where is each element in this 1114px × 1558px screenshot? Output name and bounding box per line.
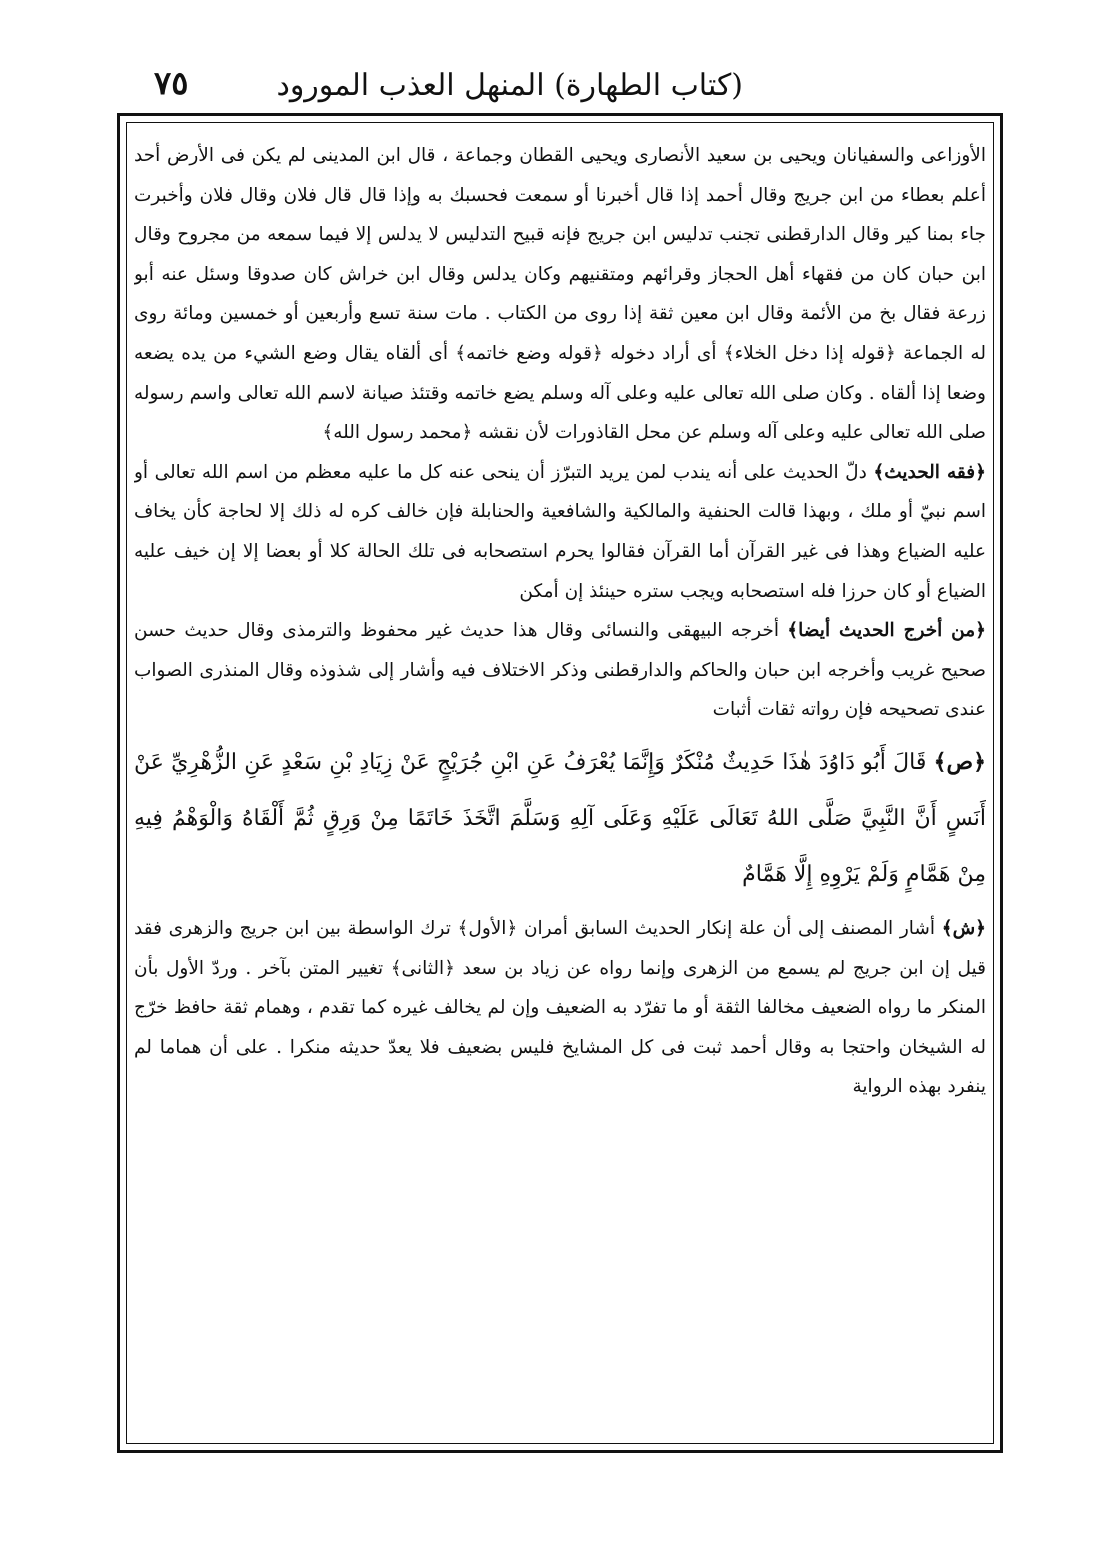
- section-marker: ﴿ص﴾: [933, 748, 986, 775]
- section-marker: ﴿من أخرج الحديث أيضا﴾: [787, 620, 986, 642]
- paragraph-text: دلّ الحديث على أنه يندب لمن يريد التبرّز أن ينحى عنه كل ما عليه معظم من اسم الله تعالى أو اسم نبيّ أو ملك ، وبهذا قالت الحنفية والمالكية والشافعية والحنابلة فإن خالف كره له ذلك إلا لحاجة كأن يخاف عليه الضياع وهذا فى غير القرآن أما القرآن فقالوا يحرم استصحابه فى تلك الحالة كلا أو بعضا إلا إن خيف عليه الضياع أو كان حرزا فله استصحابه ويجب ستره حينئذ إن أمكن: [134, 461, 986, 602]
- paragraph-fiqh-al-hadith: [134, 453, 986, 611]
- page-header: [118, 62, 1003, 112]
- page-number: ٧٥: [154, 64, 189, 102]
- paragraph-text: الأوزاعى والسفيانان ويحيى بن سعيد الأنصارى ويحيى القطان وجماعة ، قال ابن المدينى لم يكن فى الأرض أحد أعلم بعطاء من ابن جريج وقال أحمد إذا قال أخبرنا أو سمعت فحسبك به وإذا قال قال فلان وقال فلان وأخبرت جاء بمنا كير وقال الدارقطنى تجنب تدليس ابن جريج فإنه قبيح التدليس لا يدلس إلا فيما سمعه من مجروح وقال ابن حبان كان من فقهاء أهل الحجاز وقرائهم ومتقنيهم وكان يدلس وقال ابن خراش كان صدوقا وسئل عنه أبو زرعة فقال بخ من الأئمة وقال ابن معين ثقة إذا روى من الكتاب . مات سنة تسع وأربعين أو خمسين ومائة روى له الجماعة: [134, 145, 986, 364]
- hadith-text: [134, 734, 986, 903]
- paragraph-text: أشار المصنف إلى أن علة إنكار الحديث السابق أمران ﴿الأول﴾ ترك الواسطة بين ابن جريج والزهرى فقد قيل إن ابن جريج لم يسمع من الزهرى وإنما رواه عن زياد بن سعد ﴿الثانى﴾ تغيير المتن بآخر . وردّ الأول بأن المنكر ما رواه الضعيف مخالفا الثقة أو ما تفرّد به الضعيف وإن لم يخالف غيره كما تقدم ، وهمام ثقة حافظ خرّج له الشيخان واحتجا به وقال أحمد ثبت فى كل المشايخ فليس بضعيف فلا يعدّ حديثه منكرا . على أن هماما لم ينفرد بهذه الرواية: [134, 917, 986, 1098]
- running-title: (كتاب الطهارة) المنهل العذب المورود: [276, 68, 743, 103]
- paragraph-takhrij: [134, 611, 986, 730]
- paragraph-text: أخرجه البيهقى والنسائى وقال هذا حديث غير محفوظ والترمذى وقال حديث حسن صحيح غريب وأخرجه ابن حبان والحاكم والدارقطنى وذكر الاختلاف فيه وأشار إلى شذوذه وقال المنذرى الصواب عندى تصحيحه فإن رواته ثقات أثبات: [134, 620, 986, 721]
- body-text: [134, 136, 986, 1436]
- hadith-matn: قَالَ أَبُو دَاوُدَ هٰذَا حَدِيثٌ مُنْكَرٌ وَإِنَّمَا يُعْرَفُ عَنِ ابْنِ جُرَيْجٍ عَنْ زِيَادِ بْنِ سَعْدٍ عَنِ الزُّهْرِيِّ عَنْ أَنَسٍ أَنَّ النَّبِيَّ صَلَّى اللهُ تَعَالَى عَلَيْهِ وَعَلَى آلِهِ وَسَلَّمَ اتَّخَذَ خَاتَمًا مِنْ وَرِقٍ ثُمَّ أَلْقَاهُ وَالْوَهْمُ فِيهِ مِنْ هَمَّامٍ وَلَمْ يَرْوِهِ إِلَّا هَمَّامٌ: [134, 749, 986, 887]
- section-marker: ﴿ش﴾: [941, 917, 986, 939]
- paragraph-text: ﴿قوله إذا دخل الخلاء﴾ أى أراد دخوله ﴿قوله وضع خاتمه﴾ أى ألقاه يقال وضع الشيء من يده يضعه وضعا إذا ألقاه . وكان صلى الله تعالى عليه وعلى آله وسلم يضع خاتمه وقتئذ صيانة لاسم الله تعالى واسم رسوله صلى الله تعالى عليه وعلى آله وسلم عن محل القاذورات لأن نقشه ﴿محمد رسول الله﴾: [134, 342, 986, 444]
- section-marker: ﴿فقه الحديث﴾: [873, 461, 986, 483]
- paragraph-narrator-biography: [134, 136, 986, 453]
- paragraph-sharh: [134, 909, 986, 1107]
